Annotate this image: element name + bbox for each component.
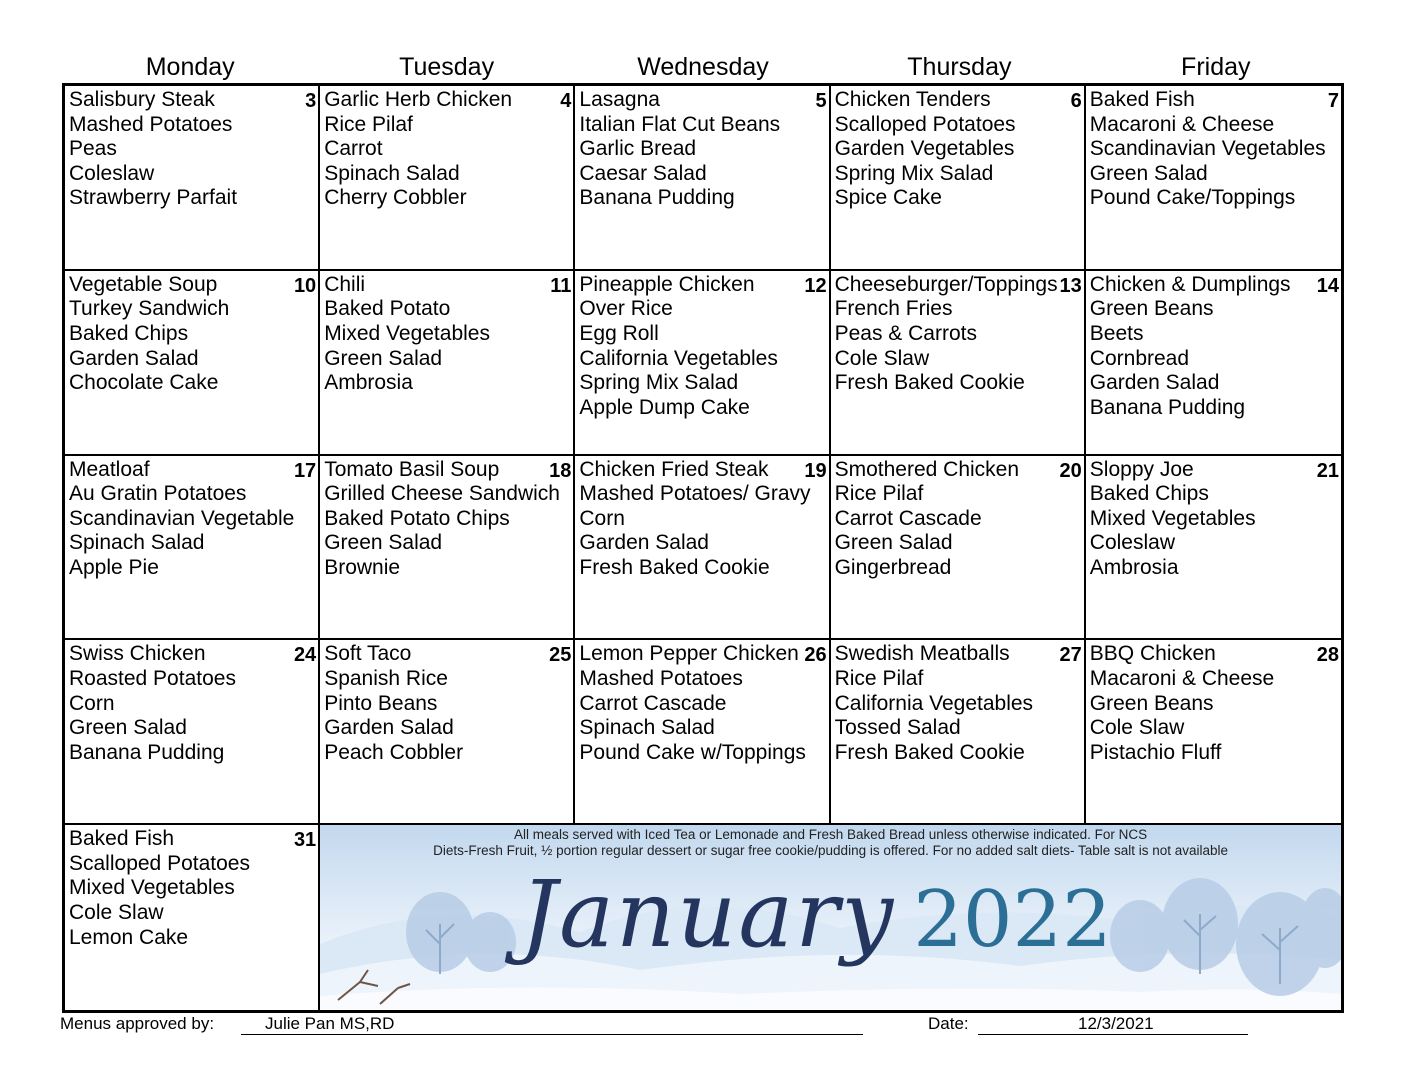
menu-item: Sloppy Joe [1089,457,1194,481]
menu-item: Fresh Baked Cookie [834,371,1025,395]
menu-item: Garlic Herb Chicken [324,88,513,111]
menu-item: Scandinavian Vegetable [69,506,295,530]
menu-calendar-grid [62,83,1344,1013]
date-number: 17 [293,459,317,482]
day-cell [320,86,575,271]
banner-year: 2022 [913,875,1112,966]
banner-title [520,861,1112,968]
date-number: 12 [804,274,827,297]
menu-item: Cherry Cobbler [324,186,467,210]
menu-item: Spice Cake [834,186,942,210]
menu-item: Lasagna [579,88,660,111]
menu-item: Mashed Potatoes [69,112,233,136]
menu-item: Peas [69,137,117,161]
date-number: 31 [293,829,317,852]
approval-date-label: Date: [928,1014,969,1033]
menu-item: Roasted Potatoes [69,666,236,690]
menu-item: Garden Vegetables [834,137,1015,161]
day-cell [831,640,1086,825]
day-cell [575,271,830,456]
menu-item: Swedish Meatballs [834,642,1010,666]
menu-item: Banana Pudding [1089,395,1246,419]
day-cell [1086,86,1341,271]
day-cell [575,640,830,825]
menu-item-list [1090,273,1338,421]
menu-item: Corn [579,506,625,530]
menu-item-list [324,458,570,581]
menu-item-list [69,827,315,950]
menu-item: Baked Fish [69,827,175,851]
menu-item: Chicken Tenders [834,88,991,111]
menu-item: Green Beans [1089,297,1214,321]
date-number: 28 [1316,644,1339,667]
january-banner [320,825,1341,1010]
day-cell [320,456,575,641]
menu-item: California Vegetables [834,691,1034,715]
menu-item: Mixed Vegetables [69,876,235,900]
menu-item-list [324,88,570,211]
menu-item: Garden Salad [69,346,199,370]
menu-item: Rice Pilaf [324,112,413,136]
menu-item: Apple Dump Cake [579,395,750,419]
menu-item: Grilled Cheese Sandwich [324,482,560,506]
menu-item: Spinach Salad [69,531,205,555]
date-number: 5 [815,90,827,112]
menu-item-list [579,458,825,581]
menu-item-list [835,273,1081,396]
menu-item: Spring Mix Salad [579,371,739,395]
menu-item: Baked Potato Chips [324,506,510,530]
weekday-tuesday: Tuesday [399,53,495,81]
menu-item: Tomato Basil Soup [324,457,500,481]
date-number: 7 [1327,90,1339,112]
menu-item: Cole Slaw [834,346,930,370]
date-number: 4 [560,90,572,112]
weekday-wednesday: Wednesday [637,53,769,81]
menu-item: Vegetable Soup [69,272,218,296]
date-number: 6 [1070,90,1082,112]
day-cell [831,271,1086,456]
menu-item: French Fries [834,297,953,321]
menu-item: Green Salad [69,716,187,740]
approved-by-label: Menus approved by: [60,1014,215,1033]
date-number: 20 [1059,459,1082,482]
menu-item: Chocolate Cake [69,371,219,395]
menu-item: Chicken & Dumplings [1089,272,1291,296]
menu-item: Cole Slaw [69,900,164,924]
menu-item: Meatloaf [69,457,150,481]
menu-item-list [835,458,1081,581]
menu-item: Fresh Baked Cookie [834,740,1025,764]
approval-footer [60,1013,1260,1037]
menu-item: Gingerbread [834,555,952,579]
menu-item: Banana Pudding [69,740,225,764]
day-cell [65,640,320,825]
menu-item: California Vegetables [579,346,778,370]
day-cell [65,456,320,641]
weekday-friday: Friday [1181,53,1251,81]
menu-item: Carrot [324,137,383,161]
menu-item: Garden Salad [324,716,454,740]
menu-item: Green Beans [1089,691,1214,715]
menu-item-list [835,642,1081,765]
menu-item: Pistachio Fluff [1089,740,1222,764]
menu-item: Baked Chips [1089,482,1209,506]
menu-item: Carrot Cascade [834,506,982,530]
menu-item: Garden Salad [579,531,709,555]
day-cell [1086,640,1341,825]
menu-item-list [69,458,315,581]
weekday-monday: Monday [145,53,235,81]
meal-note-line-1: All meals served with Iced Tea or Lemonade and Fresh Baked Bread unless otherwise indicated. For NCS [514,827,1148,843]
menu-item: Rice Pilaf [834,666,924,690]
menu-item-list [579,642,825,765]
menu-item: Baked Chips [69,321,189,345]
menu-item: Smothered Chicken [834,457,1020,481]
menu-item: Macaroni & Cheese [1089,666,1275,690]
menu-item: Pound Cake w/Toppings [579,740,806,764]
menu-item: Mixed Vegetables [1089,506,1256,530]
menu-item: Scandinavian Vegetables [1089,137,1326,161]
menu-item: Green Salad [834,531,953,555]
menu-item: Chicken Fried Steak [579,457,769,481]
menu-item: Soft Taco [324,642,412,666]
date-number: 10 [293,274,317,297]
menu-item-list [579,88,825,211]
date-number: 13 [1059,274,1082,297]
menu-item: Coleslaw [1089,531,1175,555]
menu-item: Spanish Rice [324,666,448,690]
menu-item-list [324,642,570,765]
date-number: 3 [305,90,317,112]
menu-item: Ambrosia [324,371,413,395]
menu-item: Spring Mix Salad [834,161,994,185]
menu-item: Mixed Vegetables [324,321,490,345]
day-cell [65,825,320,1010]
menu-item: Lemon Cake [69,925,189,949]
banner-month: January [520,861,896,969]
menu-item-list [1090,88,1338,211]
date-number: 14 [1316,274,1339,297]
menu-item-list [69,273,315,396]
approval-date-line [978,1013,1248,1035]
menu-item: Banana Pudding [579,186,735,210]
date-number: 11 [550,274,572,297]
day-cell [831,86,1086,271]
menu-item: Lemon Pepper Chicken [579,642,799,666]
menu-item: Over Rice [579,297,673,321]
menu-item: Green Salad [1089,161,1208,185]
menu-item: Baked Fish [1089,88,1195,111]
menu-item: Corn [69,691,115,715]
meal-note-line-2: Diets-Fresh Fruit, ½ portion regular dessert or sugar free cookie/pudding is offered. For no added salt diets- Table salt is not available [433,842,1229,858]
menu-item-list [579,273,825,421]
menu-item: Garlic Bread [579,137,697,161]
day-cell [65,86,320,271]
date-number: 25 [549,644,572,667]
menu-item: Cheeseburger/Toppings [834,272,1058,296]
menu-item: Green Salad [324,531,443,555]
menu-item: Apple Pie [69,555,159,579]
menu-item: Cole Slaw [1089,716,1185,740]
menu-item-list [69,88,315,211]
menu-item-list [324,273,570,396]
menu-item: Beets [1089,321,1144,345]
menu-item: Spinach Salad [324,161,460,185]
menu-item: Pineapple Chicken [579,272,755,296]
menu-item: Mashed Potatoes/ Gravy [579,482,811,506]
date-number: 26 [804,644,827,667]
weekday-header-row [62,52,1344,82]
day-cell [1086,271,1341,456]
menu-item-list [1090,458,1338,581]
day-cell [65,271,320,456]
menu-item: Peach Cobbler [324,740,464,764]
menu-item: Scalloped Potatoes [69,851,250,875]
menu-item: Caesar Salad [579,161,707,185]
menu-item: Macaroni & Cheese [1089,112,1275,136]
weekday-thursday: Thursday [907,53,1012,81]
day-cell [575,456,830,641]
menu-item: BBQ Chicken [1089,642,1216,666]
menu-item: Peas & Carrots [834,321,977,345]
menu-item: Tossed Salad [834,716,961,740]
menu-item: Egg Roll [579,321,659,345]
date-number: 18 [549,459,572,482]
menu-item: Baked Potato [324,297,451,321]
date-number: 19 [804,459,827,482]
menu-item: Strawberry Parfait [69,186,238,210]
menu-item: Rice Pilaf [834,482,924,506]
menu-item: Turkey Sandwich [69,297,230,321]
approval-date-value: 12/3/2021 [1078,1014,1154,1033]
day-cell [320,640,575,825]
menu-item: Ambrosia [1089,555,1179,579]
menu-item: Brownie [324,555,401,579]
menu-item-list [1090,642,1338,765]
day-cell [1086,456,1341,641]
day-cell [320,271,575,456]
menu-item: Cornbread [1089,346,1190,370]
menu-item: Spinach Salad [579,716,715,740]
menu-item-list [835,88,1081,211]
menu-item: Salisbury Steak [69,88,215,111]
menu-item-list [69,642,315,765]
date-number: 21 [1316,459,1339,482]
menu-item: Italian Flat Cut Beans [579,112,781,136]
menu-item: Swiss Chicken [69,642,206,666]
approved-by-signature-line [241,1013,863,1035]
day-cell [575,86,830,271]
menu-item: Chili [324,272,366,296]
menu-item: Scalloped Potatoes [834,112,1016,136]
menu-item: Pound Cake/Toppings [1089,186,1296,210]
date-number: 24 [293,644,317,667]
date-number: 27 [1059,644,1082,667]
menu-item: Mashed Potatoes [579,666,743,690]
menu-item: Garden Salad [1089,371,1220,395]
day-cell [831,456,1086,641]
menu-item: Au Gratin Potatoes [69,482,247,506]
approved-by-value: Julie Pan MS,RD [265,1014,395,1033]
meal-note [320,827,1341,858]
menu-item: Pinto Beans [324,691,438,715]
menu-item: Carrot Cascade [579,691,727,715]
menu-item: Coleslaw [69,161,155,185]
menu-item: Fresh Baked Cookie [579,555,770,579]
menu-item: Green Salad [324,346,443,370]
